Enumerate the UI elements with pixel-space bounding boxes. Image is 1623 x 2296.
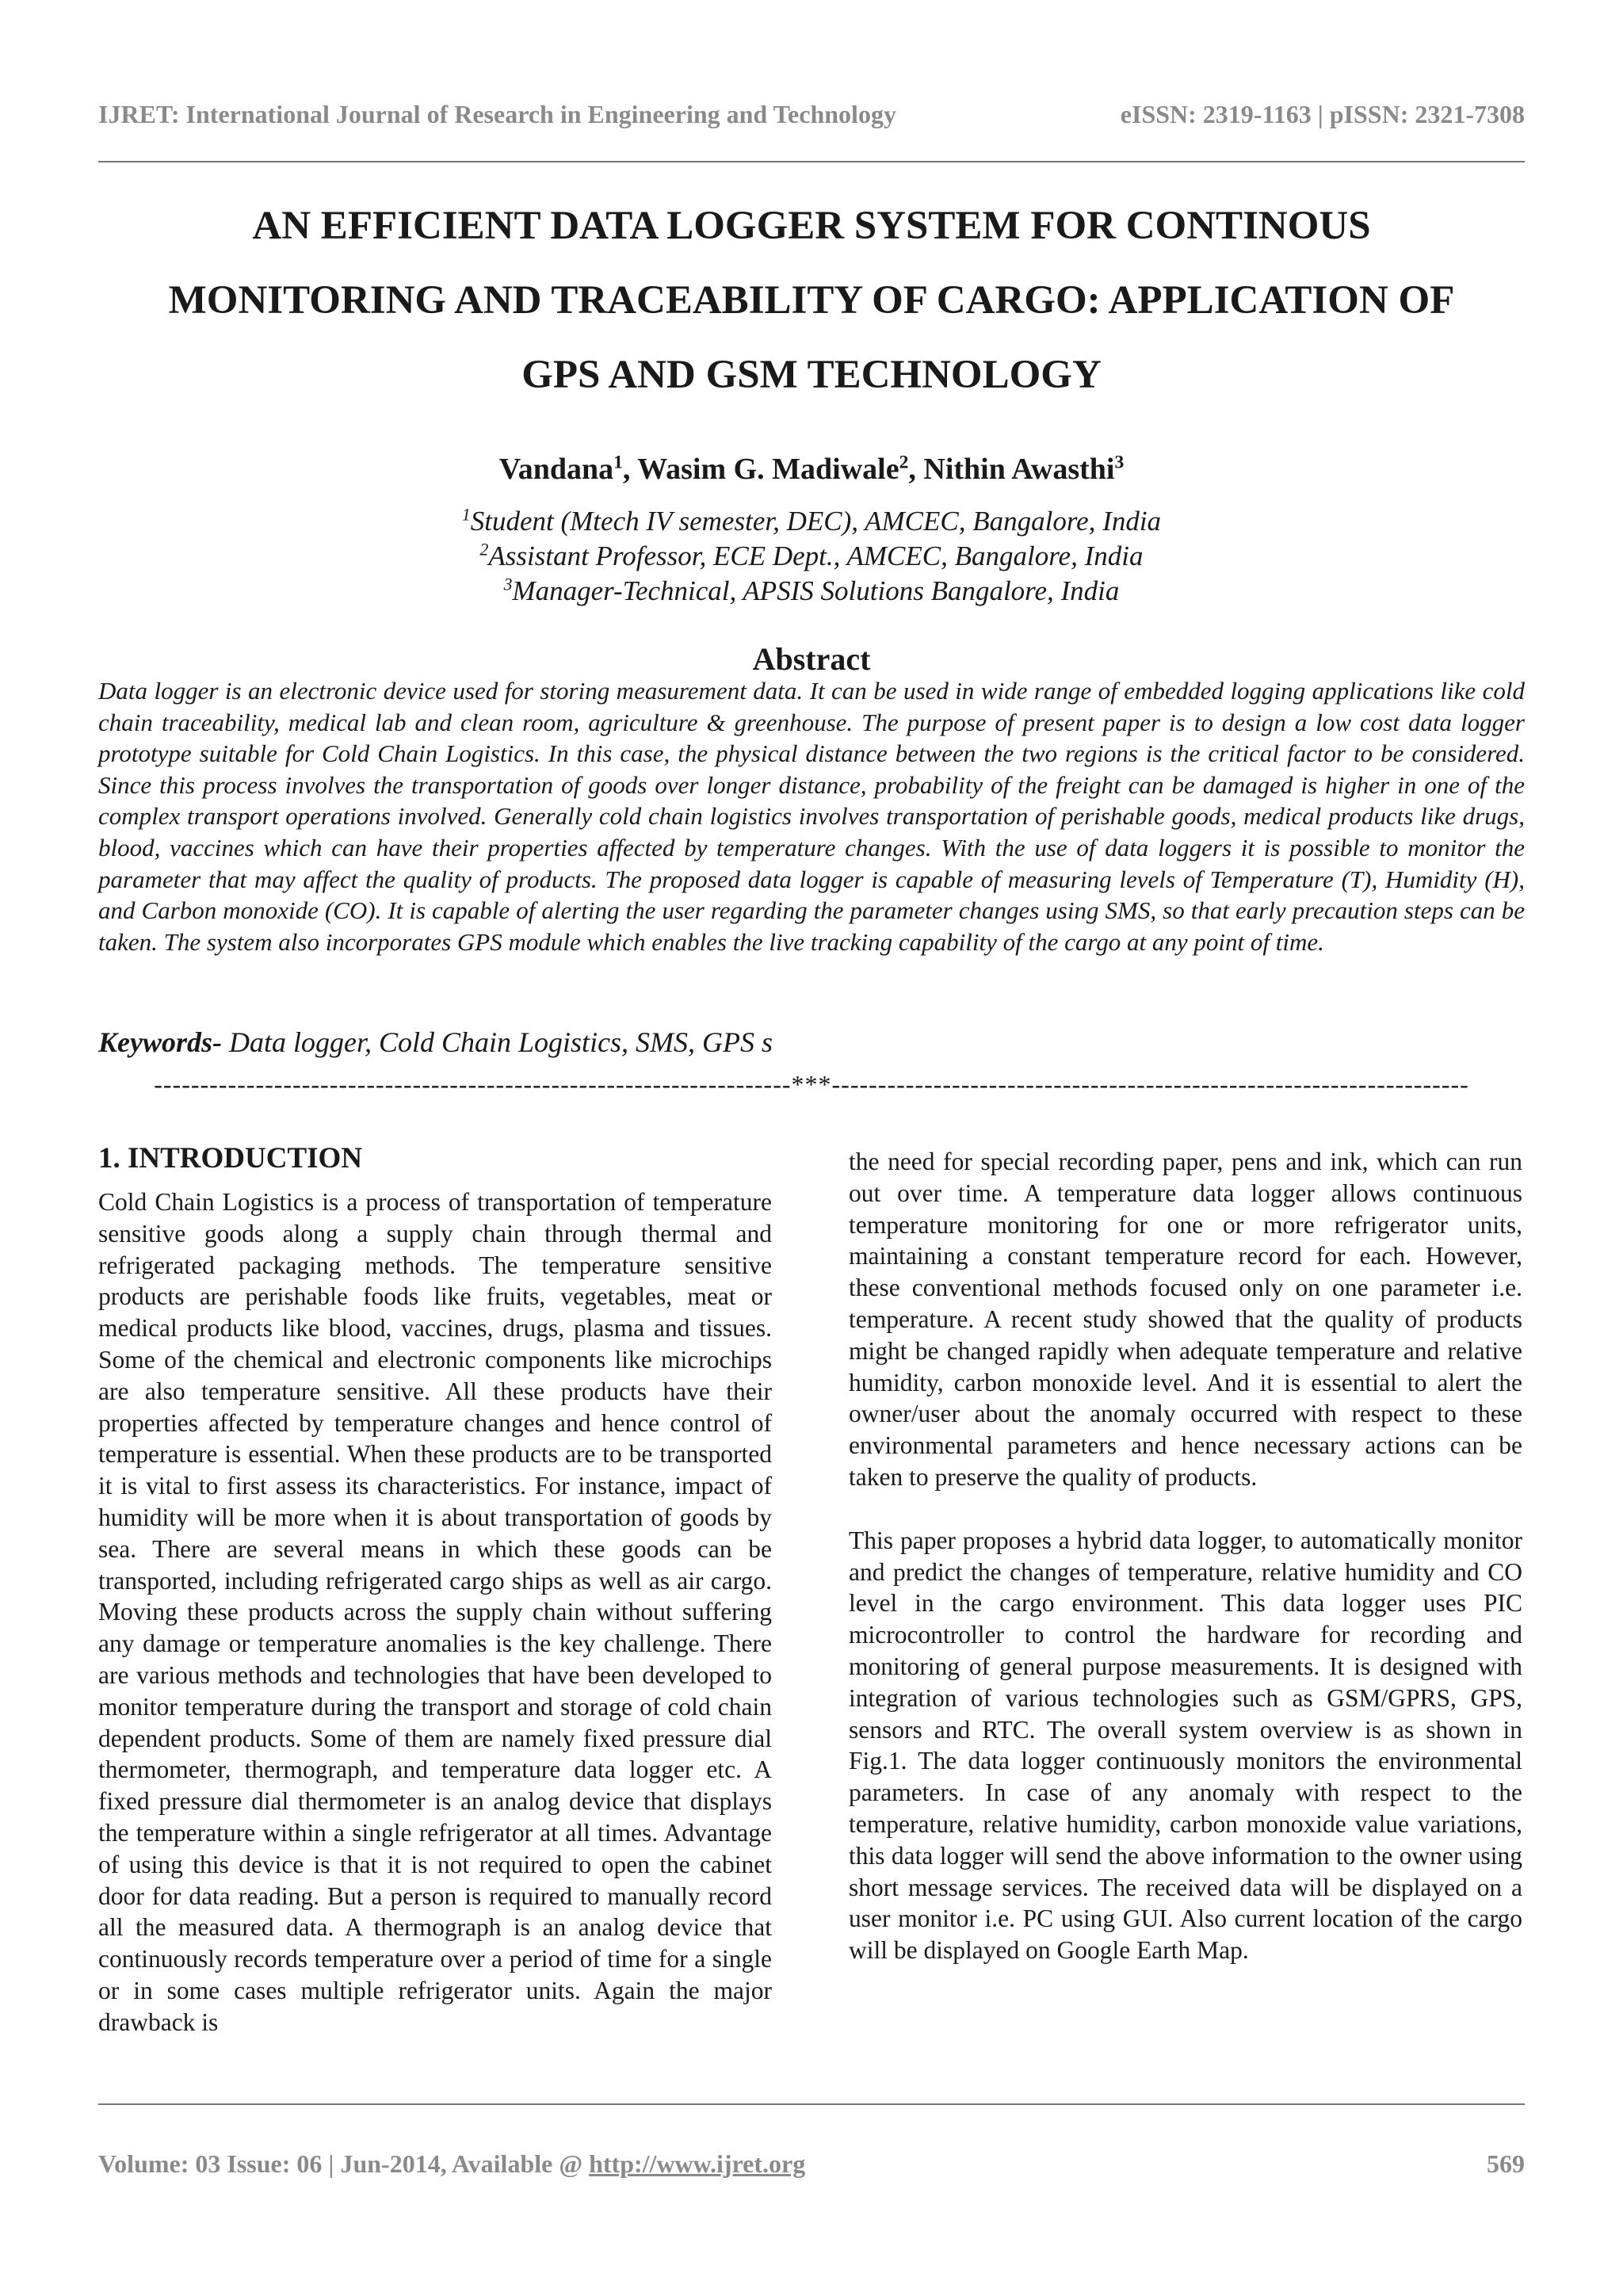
right-column — [849, 1146, 1522, 1966]
body-paragraph: This paper proposes a hybrid data logger, to automatically monitor and predict the changes of temperature, relative humidity and CO level in the cargo environment. This data logger uses PIC microcontroller to control the hardware for recording and monitoring of general purpose measurements. It is designed with integration of various technologies such as GSM/GPRS, GPS, sensors and RTC. The overall system overview is as shown in Fig.1. The data logger continuously monitors the environmental parameters. In case of any anomaly with respect to the temperature, relative humidity, carbon monoxide value variations, this data logger will send the above information to the owner using short message services. The received data will be displayed on a user monitor i.e. PC using GUI. Also current location of the cargo will be displayed on Google Earth Map. — [849, 1526, 1522, 1965]
author-affil-mark: 2 — [899, 452, 909, 473]
keywords-text: Data logger, Cold Chain Logistics, SMS, GPS s — [222, 1026, 773, 1058]
footer-rule — [98, 2103, 1525, 2105]
section-separator: ---------------------------------------------------------------------***--------------------------------------------------------------------- — [154, 1070, 1469, 1098]
title-line: GPS AND GSM TECHNOLOGY — [521, 353, 1102, 397]
author-sep: , — [622, 453, 638, 486]
title-line: AN EFFICIENT DATA LOGGER SYSTEM FOR CONTINOUS — [252, 204, 1371, 248]
body-paragraph: the need for special recording paper, pens and ink, which can run out over time. A temperature data logger allows continuous temperature monitoring for one or more refrigerator units, maintaining a constant temperature record for each. However, these conventional methods focused only on one parameter i.e. temperature. A recent study showed that the quality of products might be changed rapidly when adequate temperature and relative humidity, carbon monoxide level. And it is essential to alert the owner/user about the anomaly occurred with respect to these environmental parameters and hence necessary actions can be taken to preserve the quality of products. — [849, 1148, 1522, 1491]
author-sep: , — [908, 453, 924, 486]
author-affil-mark: 3 — [1114, 452, 1125, 473]
volume-info: Volume: 03 Issue: 06 | Jun-2014, Available @ — [98, 2149, 590, 2178]
keywords — [98, 1026, 1525, 1059]
affil-mark: 2 — [479, 540, 489, 560]
page-number: 569 — [1487, 2149, 1525, 2178]
author-list — [98, 452, 1525, 487]
affil-mark: 1 — [461, 505, 471, 525]
journal-link[interactable]: http://www.ijret.org — [589, 2149, 806, 2178]
journal-name: IJRET: International Journal of Research in Engineering and Technology — [98, 100, 896, 128]
affiliation-text: Student (Mtech IV semester, DEC), AMCEC, Bangalore, India — [470, 506, 1162, 537]
left-column — [98, 1141, 772, 2038]
affiliation-line — [98, 504, 1525, 539]
affil-mark: 3 — [503, 575, 513, 594]
keywords-label: Keywords- — [98, 1026, 222, 1058]
body-paragraph: Cold Chain Logistics is a process of transportation of temperature sensitive goods along a supply chain through thermal and refrigerated packaging methods. The temperature sensitive products are perishable foods like fruits, vegetables, meat or medical products like blood, vaccines, drugs, plasma and tissues. Some of the chemical and electronic components like microchips are also temperature sensitive. All these products have their properties affected by temperature changes and hence control of temperature is essential. When these products are to be transported it is vital to first assess its characteristics. For instance, impact of humidity will be more when it is about transportation of goods by sea. There are several means in which these goods can be transported, including refrigerated cargo ships as well as air cargo. Moving these products across the supply chain without suffering any damage or temperature anomalies is the key challenge. There are various methods and technologies that have been developed to monitor temperature during the transport and storage of cold chain dependent products. Some of them are namely fixed pressure dial thermometer, thermograph, and temperature data logger etc. A fixed pressure dial thermometer is an analog device that displays the temperature within a single refrigerator at all times. Advantage of using this device is that it is not required to open the cabinet door for data reading. But a person is required to manually record all the measured data. A thermograph is an analog device that continuously records temperature over a period of time for a single or in some cases multiple refrigerator units. Again the major drawback is — [98, 1188, 772, 2036]
footer-volume — [98, 2149, 805, 2179]
affiliation-text: Manager-Technical, APSIS Solutions Bangalore, India — [512, 575, 1120, 606]
affiliations — [98, 504, 1525, 609]
abstract-heading: Abstract — [752, 641, 871, 677]
title-line: MONITORING AND TRACEABILITY OF CARGO: APPLICATION OF — [168, 278, 1455, 323]
section-heading: 1. INTRODUCTION — [98, 1142, 363, 1175]
affiliation-line — [98, 539, 1525, 574]
paper-title — [98, 189, 1525, 412]
issn-info: eISSN: 2319-1163 | pISSN: 2321-7308 — [1120, 100, 1525, 128]
author-name: Vandana — [498, 453, 614, 486]
abstract-text: Data logger is an electronic device used for storing measurement data. It can be used in wide range of embedded logging applications like cold chain traceability, medical lab and clean room, agriculture & greenhouse. The purpose of present paper is to design a low cost data logger prototype suitable for Cold Chain Logistics. In this case, the physical distance between the two regions is the critical factor to be considered. Since this process involves the transportation of goods over longer distance, probability of the freight can be damaged is higher in one of the complex transport operations involved. Generally cold chain logistics involves transportation of perishable goods, medical products like drugs, blood, vaccines which can have their properties affected by temperature changes. With the use of data loggers it is possible to monitor the parameter that may affect the quality of products. The proposed data logger is capable of measuring levels of Temperature (T), Humidity (H), and Carbon monoxide (CO). It is capable of alerting the user regarding the parameter changes using SMS, so that early precaution steps can be taken. The system also incorporates GPS module which enables the live tracking capability of the cargo at any point of time. — [98, 677, 1525, 956]
author-affil-mark: 1 — [613, 452, 623, 473]
author-name: Wasim G. Madiwale — [637, 453, 899, 486]
author-name: Nithin Awasthi — [923, 453, 1115, 486]
affiliation-line — [98, 574, 1525, 609]
header-rule — [98, 161, 1525, 162]
affiliation-text: Assistant Professor, ECE Dept., AMCEC, Bangalore, India — [488, 541, 1144, 571]
